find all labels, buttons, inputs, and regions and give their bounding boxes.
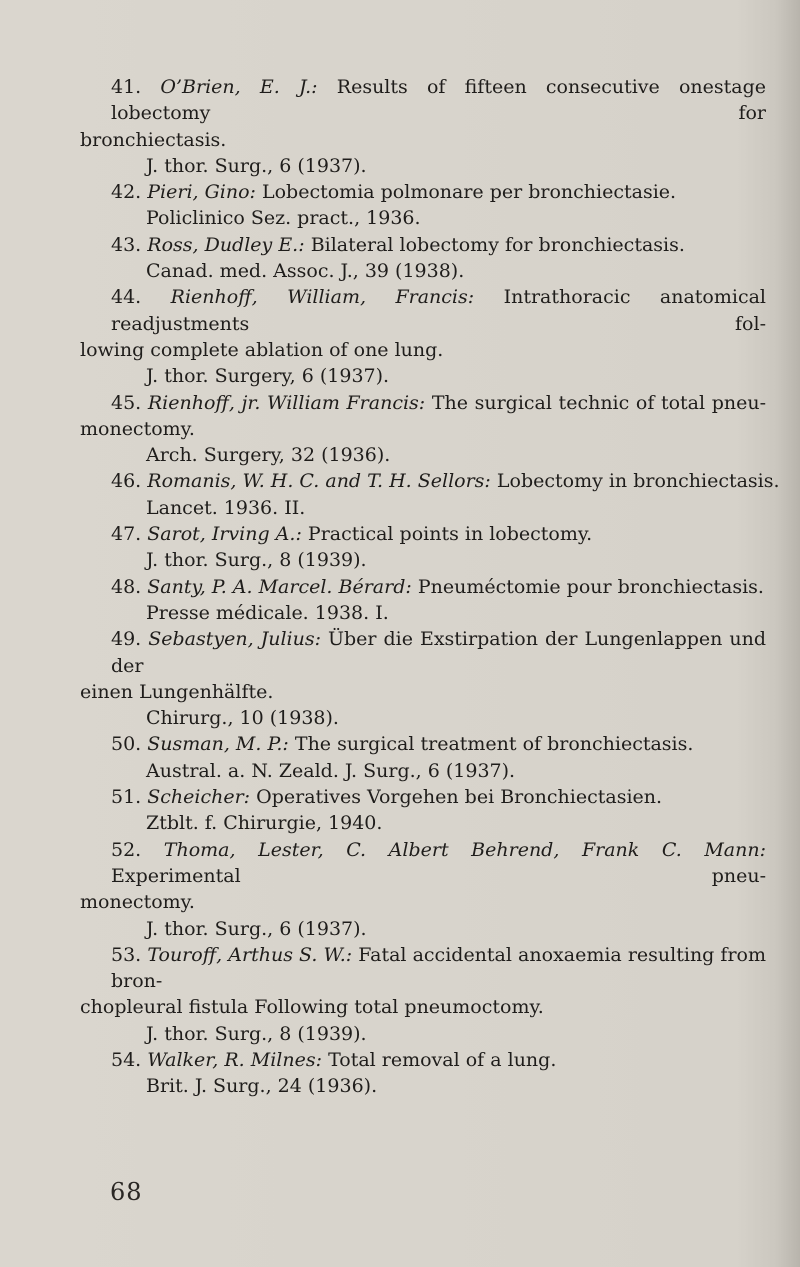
reference-52 <box>80 837 766 942</box>
reference-source: Presse médicale. 1938. I. <box>146 601 389 624</box>
reference-author: Thoma, Lester, C. Albert Behrend, Frank C. Mann: <box>163 838 766 861</box>
reference-title: Lobectomy in bronchiectasis. <box>496 470 780 493</box>
reference-title: Bilateral lobectomy for bronchiectasis. <box>310 233 685 256</box>
reference-number: 41. <box>111 76 142 98</box>
reference-number: 44. <box>111 286 142 309</box>
reference-author: Susman, M. P.: <box>147 733 289 756</box>
reference-number: 46. <box>111 470 142 493</box>
reference-author: Sebastyen, Julius: <box>148 628 321 651</box>
reference-54 <box>80 1047 766 1100</box>
reference-source: Lancet. 1936. II. <box>146 496 306 519</box>
reference-source: Chirurg., 10 (1938). <box>146 707 339 730</box>
reference-title: lowing complete ablation of one lung. <box>80 338 444 361</box>
reference-title: bronchiectasis. <box>80 128 227 151</box>
reference-title: Fatal accidental anoxaemia resulting from bron- <box>111 943 766 993</box>
reference-author: Touroff, Arthus S. W.: <box>147 943 353 966</box>
reference-49 <box>80 626 766 731</box>
reference-title: Intrathoracic anatomical readjustments fol- <box>111 286 766 335</box>
reference-number: 53. <box>111 943 142 966</box>
reference-title: chopleural fistula Following total pneumoctomy. <box>80 996 544 1019</box>
reference-source: J. thor. Surg., 6 (1937). <box>146 154 367 177</box>
reference-number: 50. <box>111 733 142 756</box>
reference-title: einen Lungenhälfte. <box>80 680 274 703</box>
reference-source: Policlinico Sez. pract., 1936. <box>146 207 421 230</box>
reference-author: Sarot, Irving A.: <box>147 523 302 546</box>
page-number: 68 <box>110 1178 143 1206</box>
reference-45 <box>80 390 766 469</box>
reference-48 <box>80 574 766 627</box>
reference-title: Results of fifteen consecutive onestage lobectomy for <box>111 76 766 125</box>
reference-title: Total removal of a lung. <box>328 1048 557 1071</box>
reference-source: J. thor. Surg., 8 (1939). <box>146 1022 367 1045</box>
reference-title: monectomy. <box>80 417 195 440</box>
reference-source: Canad. med. Assoc. J., 39 (1938). <box>146 260 465 283</box>
reference-number: 42. <box>111 181 142 204</box>
reference-number: 48. <box>111 575 142 598</box>
reference-41 <box>80 74 766 179</box>
reference-number: 45. <box>111 391 142 414</box>
reference-47 <box>80 521 766 574</box>
reference-author: Romanis, W. H. C. and T. H. Sellors: <box>147 470 491 493</box>
reference-author: Rienhoff, William, Francis: <box>170 286 475 309</box>
reference-author: Scheicher: <box>147 786 251 809</box>
reference-50 <box>80 731 766 784</box>
reference-43 <box>80 232 766 285</box>
reference-source: Brit. J. Surg., 24 (1936). <box>146 1075 378 1098</box>
reference-number: 51. <box>111 786 142 809</box>
reference-source: J. thor. Surg., 8 (1939). <box>146 549 367 572</box>
reference-author: Rienhoff, jr. William Francis: <box>147 391 426 414</box>
reference-source: J. thor. Surgery, 6 (1937). <box>146 365 390 388</box>
reference-title: Operatives Vorgehen bei Bronchiectasien. <box>256 786 663 809</box>
reference-title: The surgical treatment of bronchiectasis. <box>294 733 694 756</box>
reference-53 <box>80 942 766 1047</box>
reference-title: monectomy. <box>80 891 195 914</box>
reference-51 <box>80 784 766 837</box>
reference-source: Austral. a. N. Zeald. J. Surg., 6 (1937). <box>146 759 516 782</box>
reference-42 <box>80 179 766 232</box>
reference-author: O’Brien, E. J.: <box>160 76 318 98</box>
reference-title: Lobectomia polmonare per bronchiectasie. <box>262 181 677 204</box>
reference-44 <box>80 284 766 389</box>
reference-source: Ztblt. f. Chirurgie, 1940. <box>146 812 383 835</box>
reference-title: Practical points in lobectomy. <box>307 523 593 546</box>
reference-list <box>80 74 780 1100</box>
reference-author: Ross, Dudley E.: <box>147 233 305 256</box>
reference-number: 49. <box>111 628 142 651</box>
reference-source: Arch. Surgery, 32 (1936). <box>146 444 391 467</box>
reference-title: Über die Exstirpation der Lungenlappen und der <box>111 628 767 677</box>
reference-number: 43. <box>111 233 142 256</box>
reference-title: The surgical technic of total pneu- <box>431 391 766 414</box>
reference-title: Experimental pneu- <box>111 864 766 887</box>
reference-title: Pneuméctomie pour bronchiectasis. <box>417 575 764 598</box>
reference-author: Santy, P. A. Marcel. Bérard: <box>147 575 412 598</box>
reference-number: 52. <box>111 838 142 861</box>
reference-number: 47. <box>111 523 142 546</box>
reference-number: 54. <box>111 1048 142 1071</box>
reference-source: J. thor. Surg., 6 (1937). <box>146 917 367 940</box>
reference-46 <box>80 468 780 521</box>
reference-author: Walker, R. Milnes: <box>147 1048 323 1071</box>
reference-author: Pieri, Gino: <box>147 181 256 204</box>
